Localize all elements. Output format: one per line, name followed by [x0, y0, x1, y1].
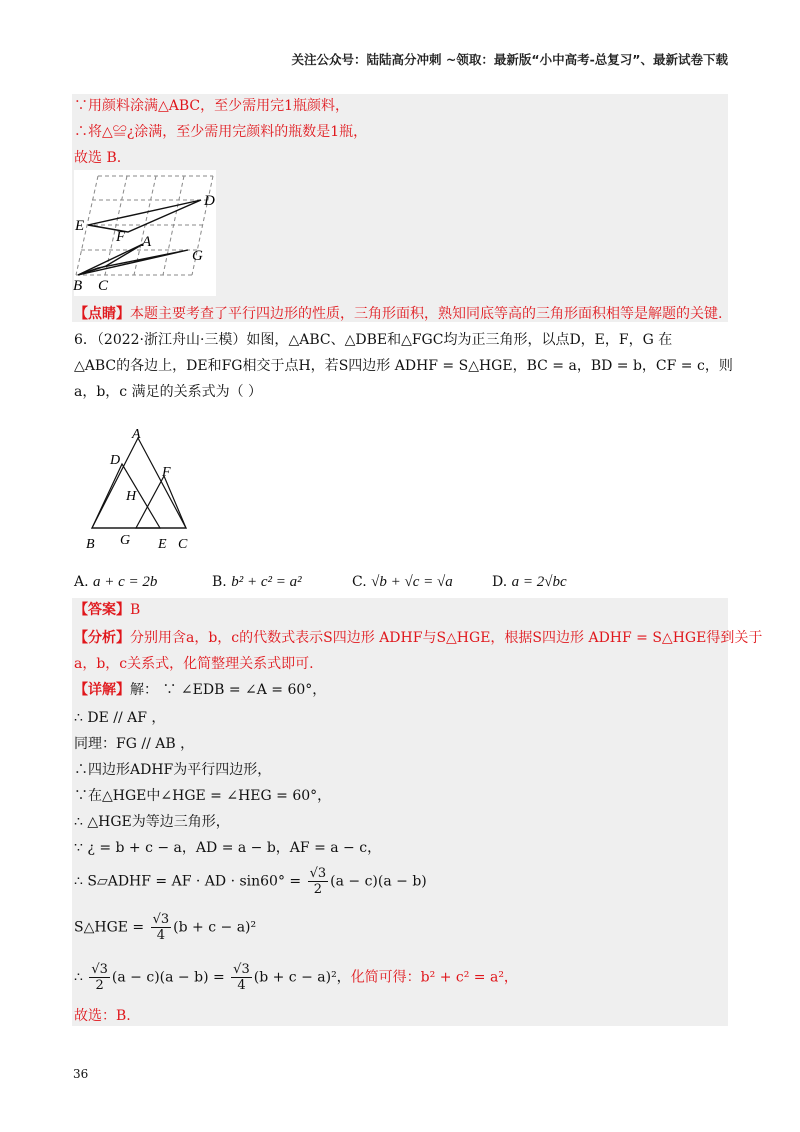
fraction-sqrt3-over-4: $\frac{√3}{4}$: [152, 912, 170, 943]
label-B: B: [73, 278, 83, 294]
detail-line-5: ∵在△HGE中∠HGE = ∠HEG = 60°，: [74, 788, 332, 804]
page-number: 36: [73, 1067, 89, 1081]
fig-label-C: C: [178, 537, 188, 552]
question-line-2: △ABC的各边上，DE和FG相交于点H，若S四边形 ADHF = S△HGE，BC = a，BD = b，CF = c，则: [74, 358, 733, 374]
tip-tag: 【点睛】: [74, 306, 130, 322]
fraction-sqrt3-over-2: $\frac{√3}{2}$: [309, 866, 327, 897]
label-F: F: [116, 229, 126, 245]
fig-label-H: H: [126, 489, 137, 504]
detail-line-9: S△HGE = $\frac{√3}{4}$ (b + c − a)²: [74, 912, 257, 943]
detail-line-3: 同理：FG // AB ，: [74, 736, 195, 752]
detail-line-8: ∴ S▱ADHF = AF · AD · sin60° = $\frac{√3}{2}$ (a − c)(a − b): [74, 866, 427, 897]
option-a[interactable]: A. a + c = 2b: [74, 574, 158, 590]
parallelogram-grid-figure: [68, 170, 218, 296]
label-C: C: [98, 278, 109, 294]
analysis-line-2: a，b，c关系式，化简整理关系式即可.: [74, 656, 314, 672]
option-b[interactable]: B. b² + c² = a²: [212, 574, 302, 590]
detail-line-1: 【详解】解： ∵ ∠EDB = ∠A = 60°，: [74, 682, 327, 698]
label-G: G: [192, 248, 203, 264]
solution-line-3: 故选 B.: [74, 150, 122, 166]
page-header: 关注公众号：陆陆高分冲刺 ~领取：最新版“小中高考-总复习”、最新试卷下载: [291, 52, 728, 67]
detail-line-4: ∴四边形ADHF为平行四边形，: [74, 762, 272, 778]
label-D: D: [204, 193, 215, 209]
detail-line-6: ∴ △HGE为等边三角形，: [74, 814, 230, 830]
option-c[interactable]: C. √b + √c = √a: [352, 574, 453, 590]
fig-label-F: F: [162, 465, 171, 480]
label-E: E: [75, 218, 85, 234]
detail-line-2: ∴ DE // AF ，: [74, 710, 166, 726]
fig-label-B: B: [86, 537, 95, 552]
label-A: A: [142, 234, 152, 250]
option-d[interactable]: D. a = 2√bc: [492, 574, 567, 590]
question-line-3: a，b，c 满足的关系式为（ ）: [74, 384, 263, 400]
fig-label-A: A: [132, 427, 141, 442]
triangle-figure: [80, 424, 200, 554]
fig-label-D: D: [110, 453, 121, 468]
solution-line-2: ∴将△≌¿涂满，至少需用完颜料的瓶数是1瓶，: [74, 124, 368, 140]
detail-line-11: 故选：B.: [74, 1008, 131, 1024]
fig-label-G: G: [120, 533, 131, 548]
detail-line-10: ∴ $\frac{√3}{2}$ (a − c)(a − b) = $\frac{√3}{4}$ (b + c − a)²，化简可得：b² + c² = a²，: [74, 962, 518, 993]
detail-line-7: ∵ ¿ = b + c − a，AD = a − b，AF = a − c，: [74, 840, 382, 856]
fig-label-E: E: [158, 537, 167, 552]
answer-line: 【答案】B: [74, 602, 141, 618]
tip-text: 本题主要考查了平行四边形的性质，三角形面积，熟知同底等高的三角形面积相等是解题的关键.: [130, 306, 723, 322]
tip-line: [74, 304, 722, 324]
question-line-1: 6．（2022·浙江舟山·三模）如图，△ABC、△DBE和△FGC均为正三角形，以点D，E，F，G 在: [74, 332, 673, 348]
analysis-line-1: 【分析】分别用含a，b，c的代数式表示S四边形 ADHF与S△HGE，根据S四边形 ADHF = S△HGE得到关于: [74, 630, 763, 646]
solution-line-1: ∵用颜料涂满△ABC，至少需用完1瓶颜料，: [74, 98, 350, 114]
